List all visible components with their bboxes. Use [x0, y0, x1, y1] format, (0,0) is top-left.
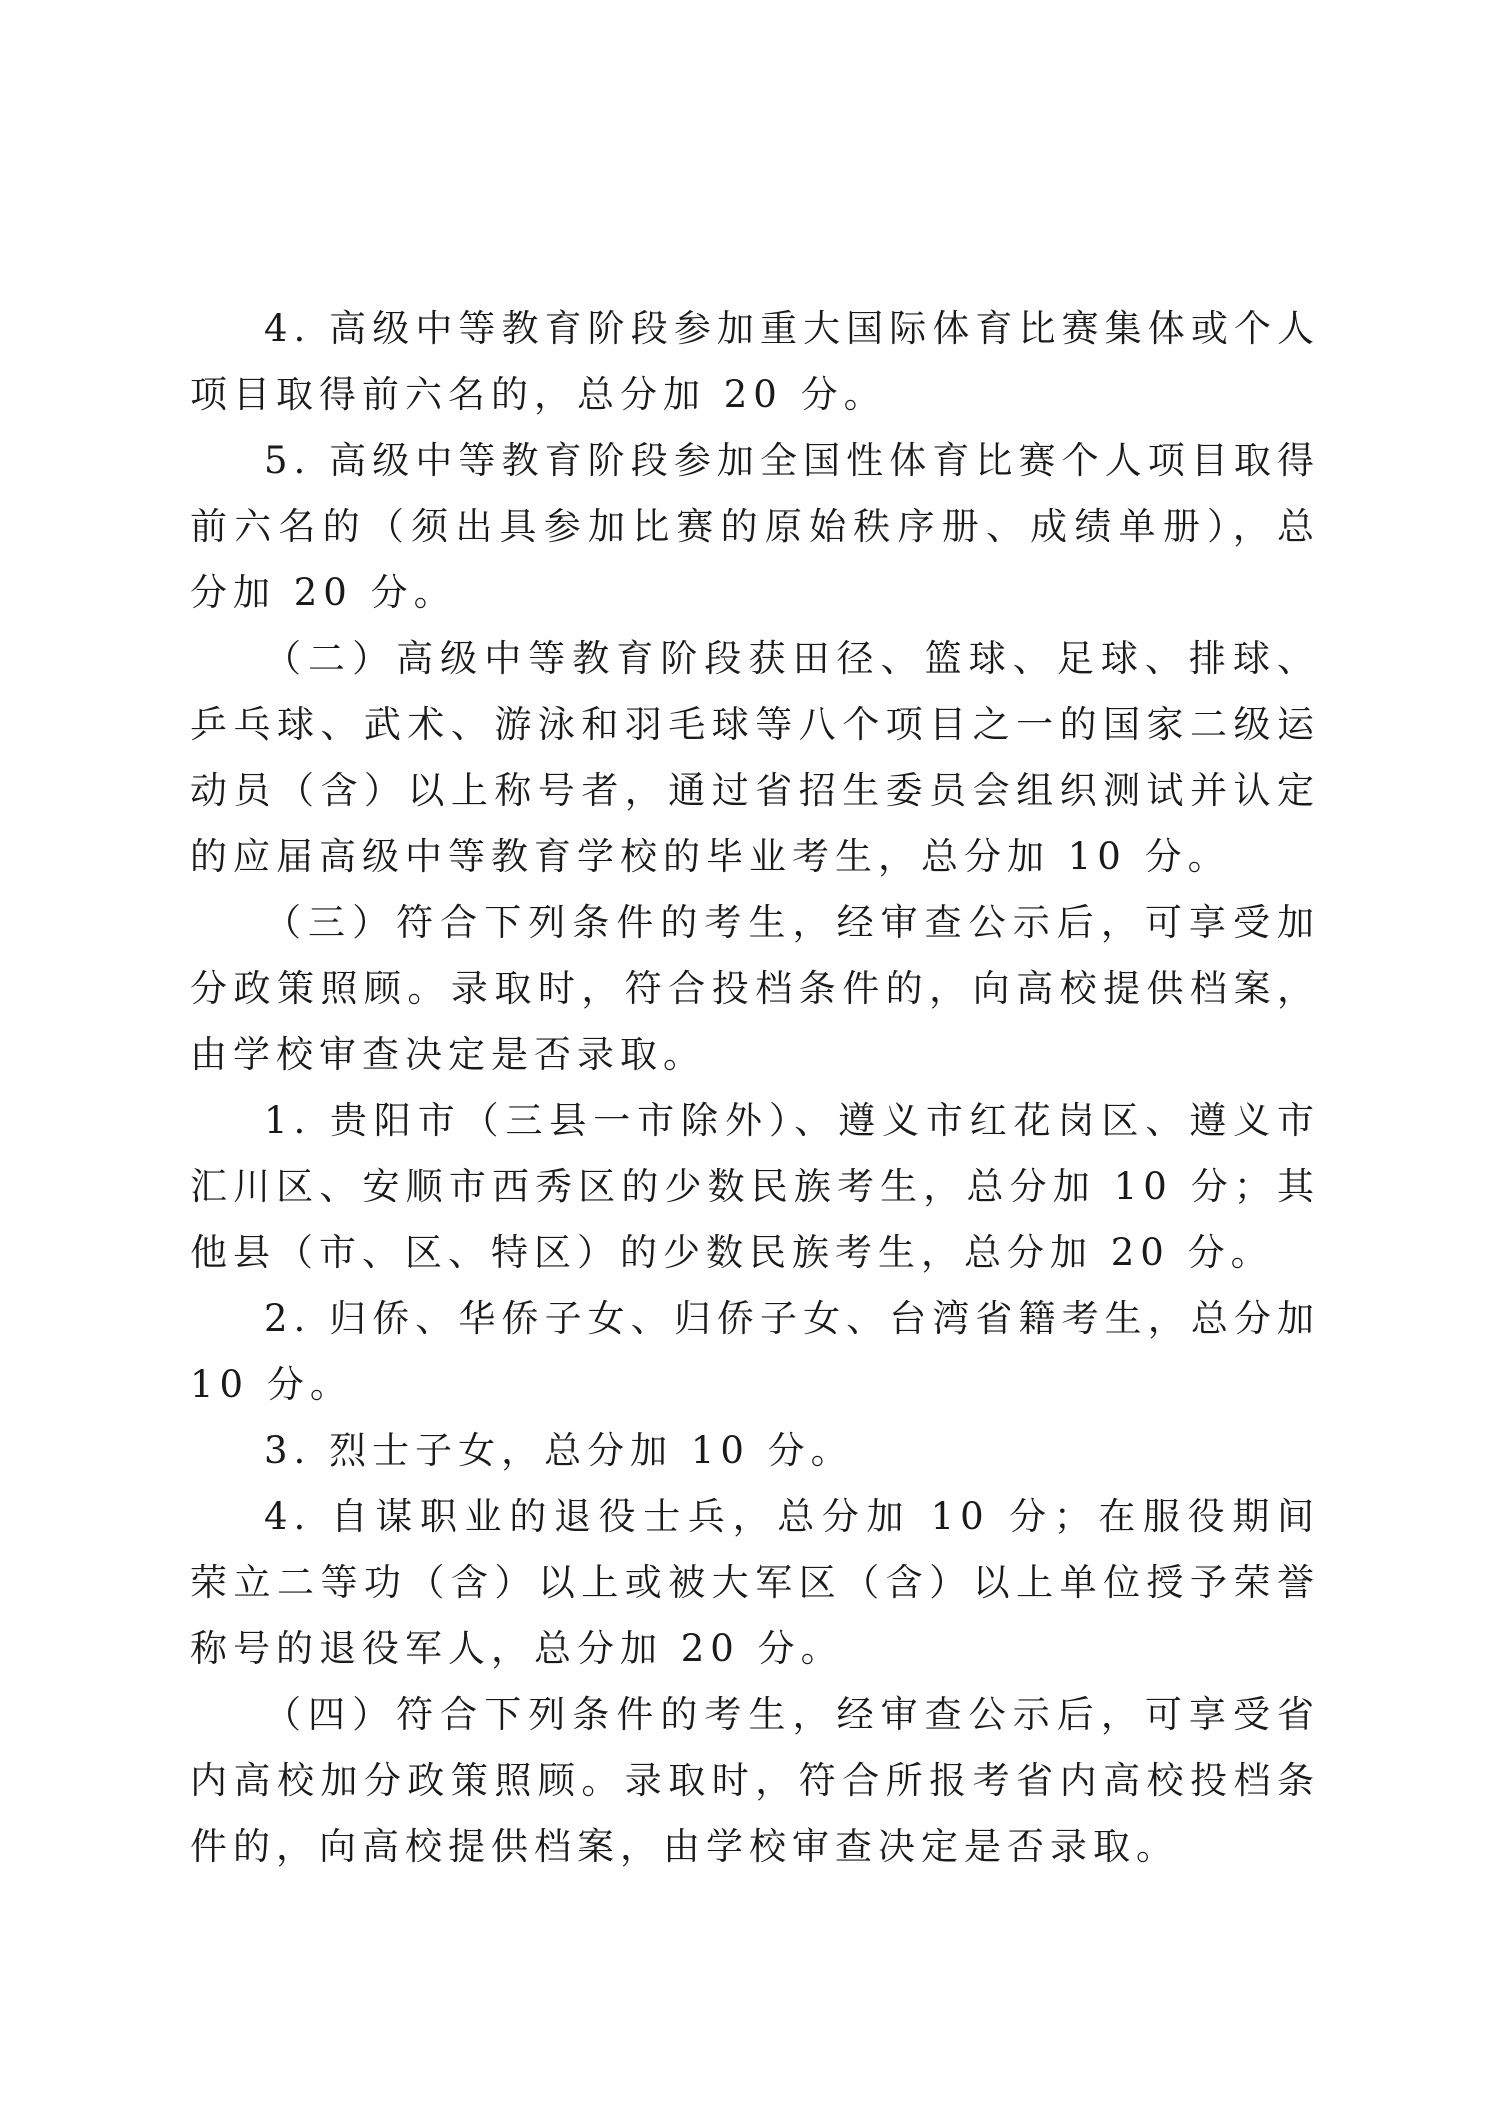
paragraph-item-3-martyr: 3. 烈士子女，总分加 10 分。: [264, 1429, 854, 1472]
paragraph-item-1-minority: 1. 贵阳市（三县一市除外）、遵义市红花岗区、遵义市汇川区、安顺市西秀区的少数民族考生，总分加 10 分；其他县（市、区、特区）的少数民族考生，总分加 20 分。: [190, 1099, 1320, 1274]
paragraph-item-5-national: 5. 高级中等教育阶段参加全国性体育比赛个人项目取得前六名的（须出具参加比赛的原始秩序册、成绩单册），总分加 20 分。: [190, 439, 1320, 614]
paragraph-section-4: （四）符合下列条件的考生，经审查公示后，可享受省内高校加分政策照顾。录取时，符合所报考省内高校投档条件的，向高校提供档案，由学校审查决定是否录取。: [190, 1693, 1320, 1868]
paragraph-item-2-overseas: 2. 归侨、华侨子女、归侨子女、台湾省籍考生，总分加 10 分。: [190, 1297, 1320, 1406]
paragraph-item-4-veteran: 4. 自谋职业的退役士兵，总分加 10 分；在服役期间荣立二等功（含）以上或被大军区（含）以上单位授予荣誉称号的退役军人，总分加 20 分。: [190, 1495, 1320, 1670]
document-body: [190, 296, 1320, 1880]
paragraph-item-4-intl: 4. 高级中等教育阶段参加重大国际体育比赛集体或个人项目取得前六名的，总分加 20 分。: [190, 307, 1320, 416]
paragraph-section-3: （三）符合下列条件的考生，经审查公示后，可享受加分政策照顾。录取时，符合投档条件的，向高校提供档案，由学校审查决定是否录取。: [190, 901, 1320, 1076]
paragraph-section-2: （二）高级中等教育阶段获田径、篮球、足球、排球、乒乓球、武术、游泳和羽毛球等八个项目之一的国家二级运动员（含）以上称号者，通过省招生委员会组织测试并认定的应届高级中等教育学校的毕业考生，总分加 10 分。: [190, 637, 1320, 878]
